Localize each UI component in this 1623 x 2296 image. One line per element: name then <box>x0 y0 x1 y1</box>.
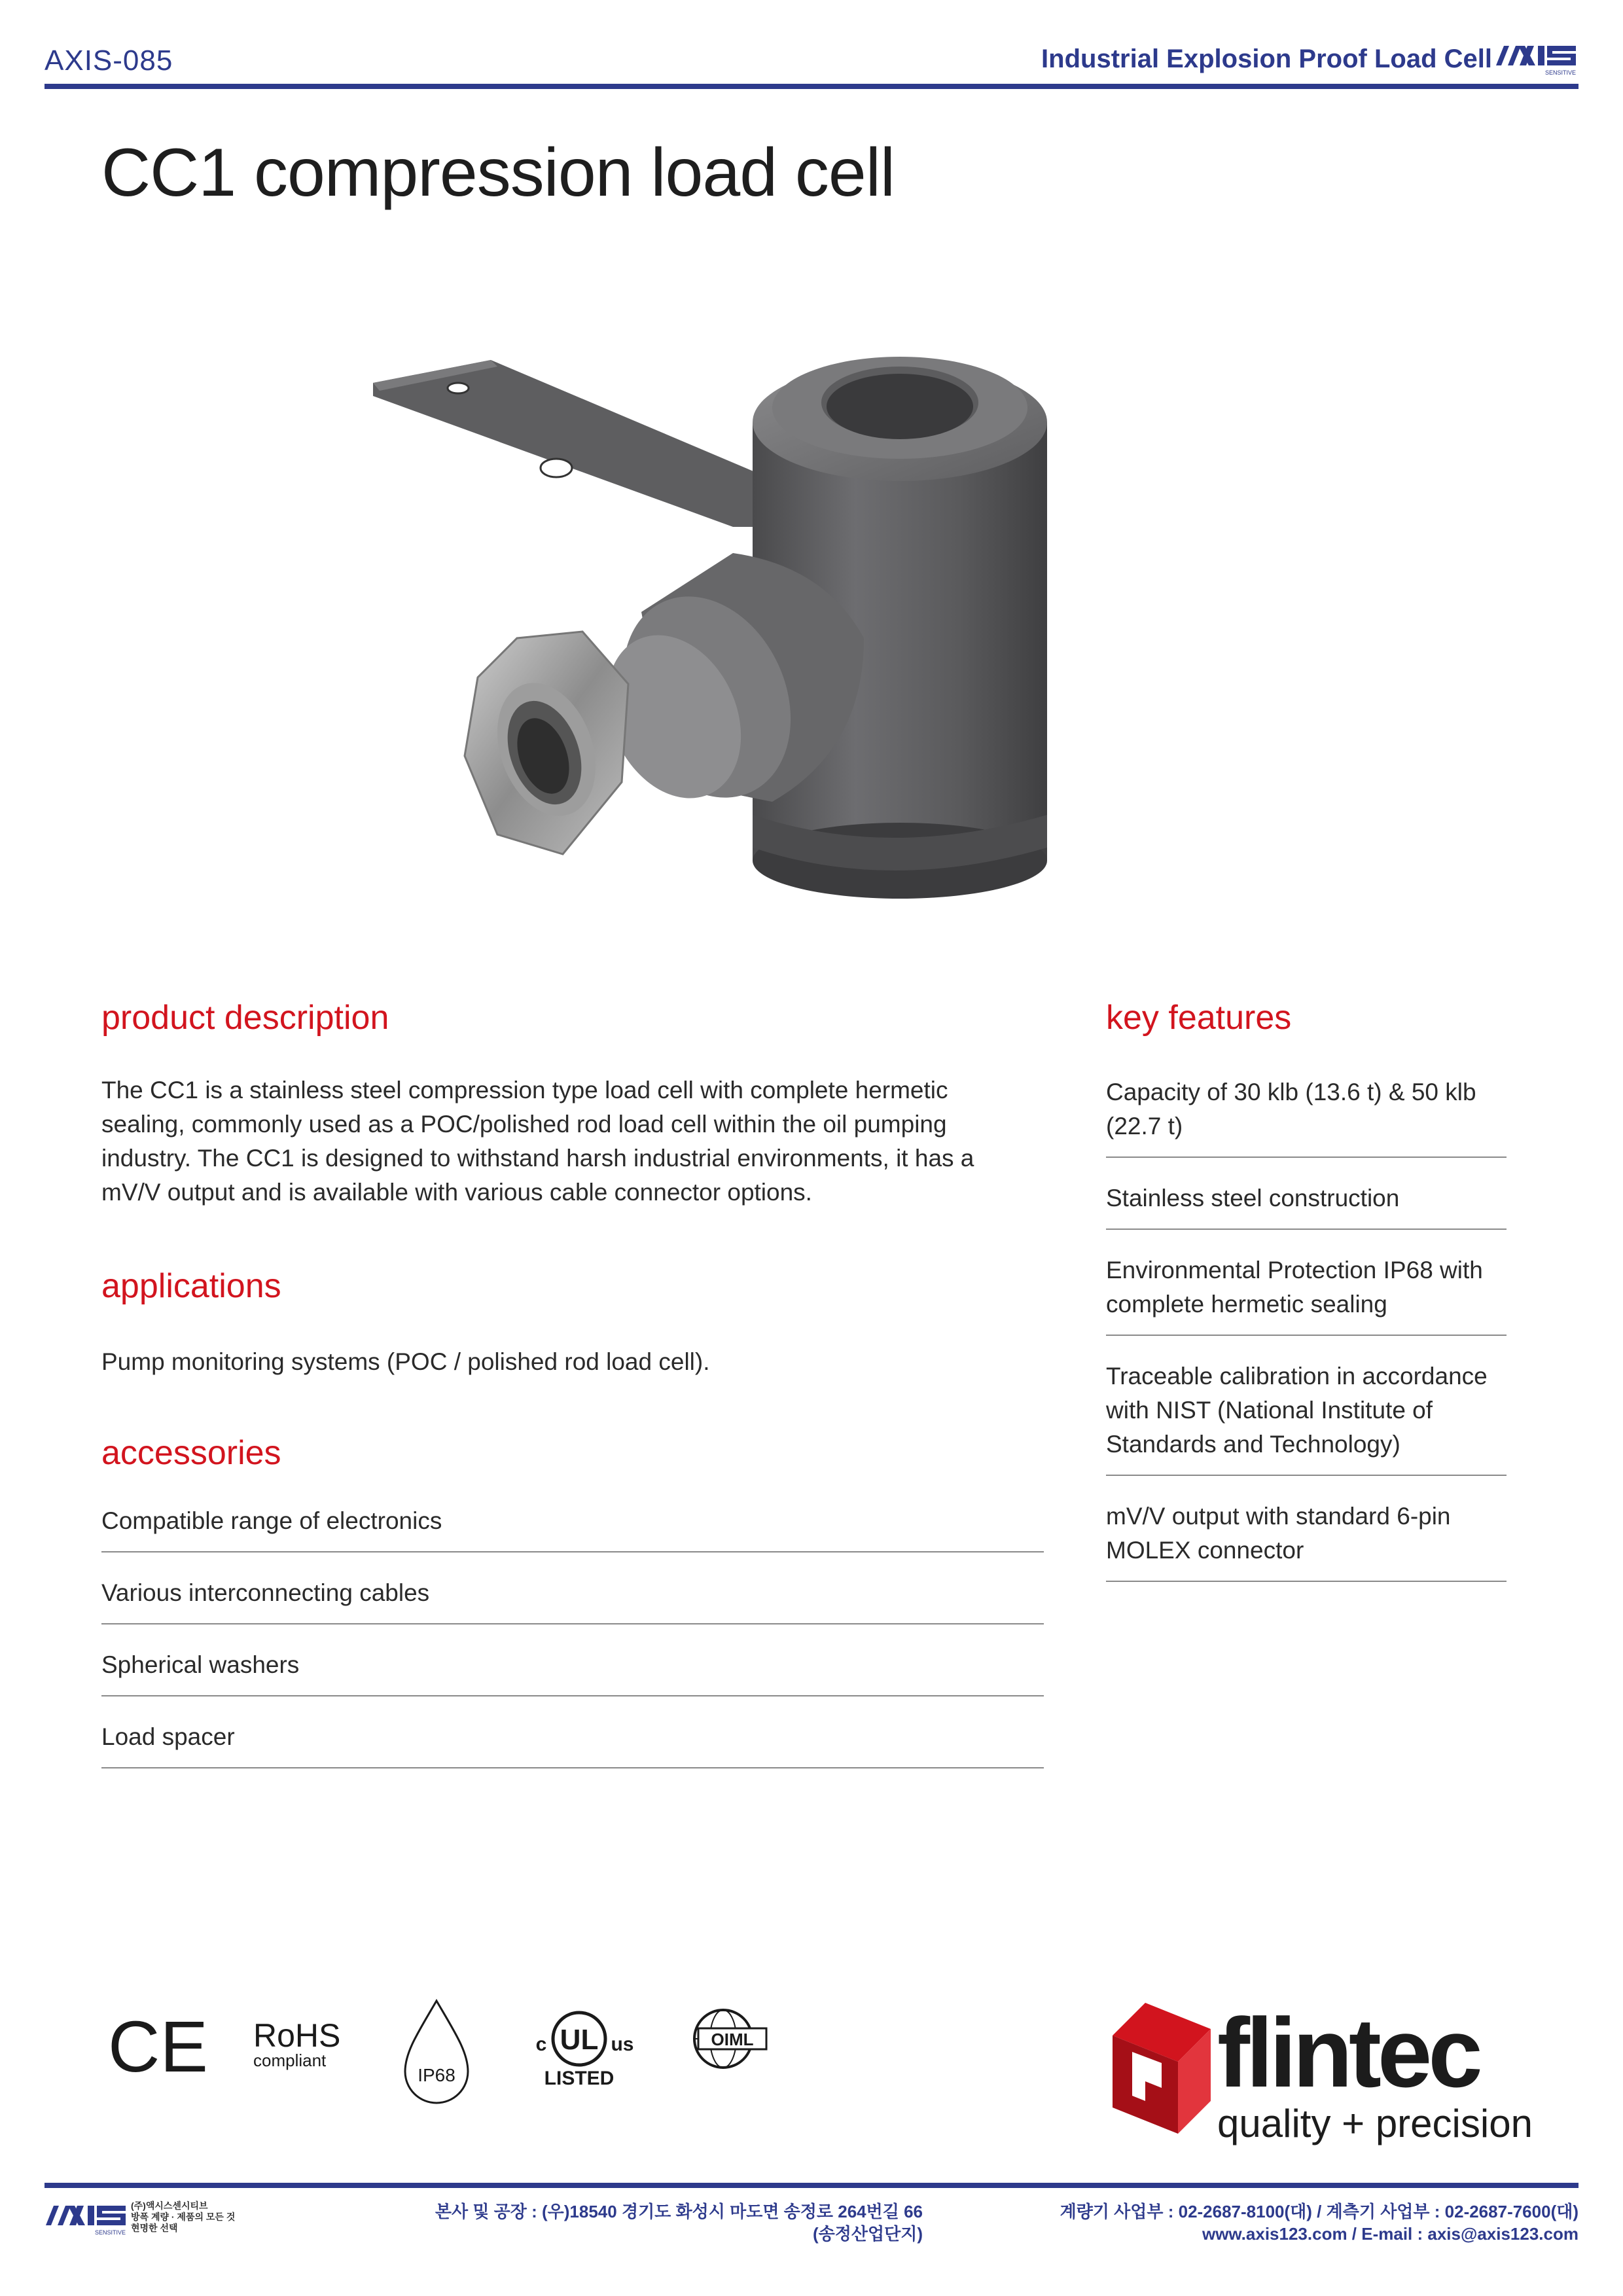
list-item: Compatible range of electronics <box>101 1499 1044 1552</box>
applications-heading: applications <box>101 1267 281 1305</box>
key-features-list <box>1106 1070 1507 1600</box>
footer-company-info <box>131 2200 235 2234</box>
list-item: Various interconnecting cables <box>101 1571 1044 1624</box>
rohs-sub-text: compliant <box>253 2051 327 2070</box>
product-description-body: The CC1 is a stainless steel compression type load cell with complete hermetic sealing, commonly used as a POC/polished rod load cell within the oil pumping industry. The CC1 is designed to withstand harsh industrial environments, it has a mV/V output and is available with various cable connector options. <box>101 1077 974 1206</box>
ul-c-text: c <box>535 2034 547 2055</box>
header-title: Industrial Explosion Proof Load Cell <box>1041 45 1492 73</box>
footer-divider <box>45 2183 1578 2188</box>
document-code: AXIS-085 <box>45 45 173 77</box>
company-slogan: 방폭 계량 · 제품의 모든 것 <box>131 2212 236 2222</box>
page-title: CC1 compression load cell <box>101 135 895 211</box>
list-item: Spherical washers <box>101 1643 1044 1696</box>
list-item: Traceable calibration in accordance with NIST (National Institute of Standards and Technology) <box>1106 1354 1507 1476</box>
flintec-wordmark: flintec <box>1217 1998 1479 2108</box>
address-line: 본사 및 공장 : (우)18540 경기도 화성시 마도면 송정로 264번길 66 <box>435 2202 923 2221</box>
accessories-list <box>101 1499 1044 1787</box>
web-email-line[interactable]: www.axis123.com / E-mail : axis@axis123.com <box>1202 2224 1578 2244</box>
rohs-icon <box>253 2017 340 2070</box>
flintec-tagline: quality + precision <box>1217 2102 1533 2145</box>
footer-contact <box>1060 2200 1578 2245</box>
oiml-icon <box>694 2010 766 2068</box>
ul-listed-icon <box>536 2013 634 2089</box>
header-divider <box>45 84 1578 89</box>
footer-logo-sub: SENSITIVE <box>94 2229 126 2236</box>
ul-listed-text: LISTED <box>544 2068 615 2089</box>
applications-body: Pump monitoring systems (POC / polished rod load cell). <box>101 1348 710 1375</box>
phone-line: 계량기 사업부 : 02-2687-8100(대) / 계측기 사업부 : 02-2687-7600(대) <box>1060 2202 1578 2221</box>
list-item: Stainless steel construction <box>1106 1176 1507 1230</box>
list-item: mV/V output with standard 6-pin MOLEX connector <box>1106 1494 1507 1582</box>
ce-mark-icon <box>108 2007 208 2087</box>
accessories-heading: accessories <box>101 1434 281 1472</box>
company-slogan-2: 현명한 선택 <box>131 2223 178 2233</box>
oiml-text: OIML <box>711 2030 754 2049</box>
footer-address <box>406 2200 923 2245</box>
ul-us-text: us <box>611 2034 634 2055</box>
axis-logo-icon <box>1495 39 1578 79</box>
address-line-2: (송정산업단지) <box>812 2224 923 2244</box>
ul-text: UL <box>560 2024 599 2056</box>
list-item: Capacity of 30 klb (13.6 t) & 50 klb (22.7 t) <box>1106 1070 1507 1158</box>
ip68-text: IP68 <box>418 2065 455 2085</box>
list-item: Environmental Protection IP68 with complete hermetic sealing <box>1106 1248 1507 1336</box>
ce-text: CE <box>108 2007 208 2087</box>
list-item: Load spacer <box>101 1715 1044 1768</box>
company-name: (주)액시스센시티브 <box>131 2200 208 2211</box>
product-description-heading: product description <box>101 999 389 1037</box>
load-cell-product-image <box>366 331 1217 920</box>
certification-badges <box>101 1993 808 2111</box>
key-features-heading: key features <box>1106 999 1292 1037</box>
logo-sub: SENSITIVE <box>1544 69 1576 76</box>
axis-footer-logo-icon <box>45 2199 128 2238</box>
ip68-drop-icon <box>405 2001 468 2103</box>
rohs-text: RoHS <box>253 2017 341 2054</box>
